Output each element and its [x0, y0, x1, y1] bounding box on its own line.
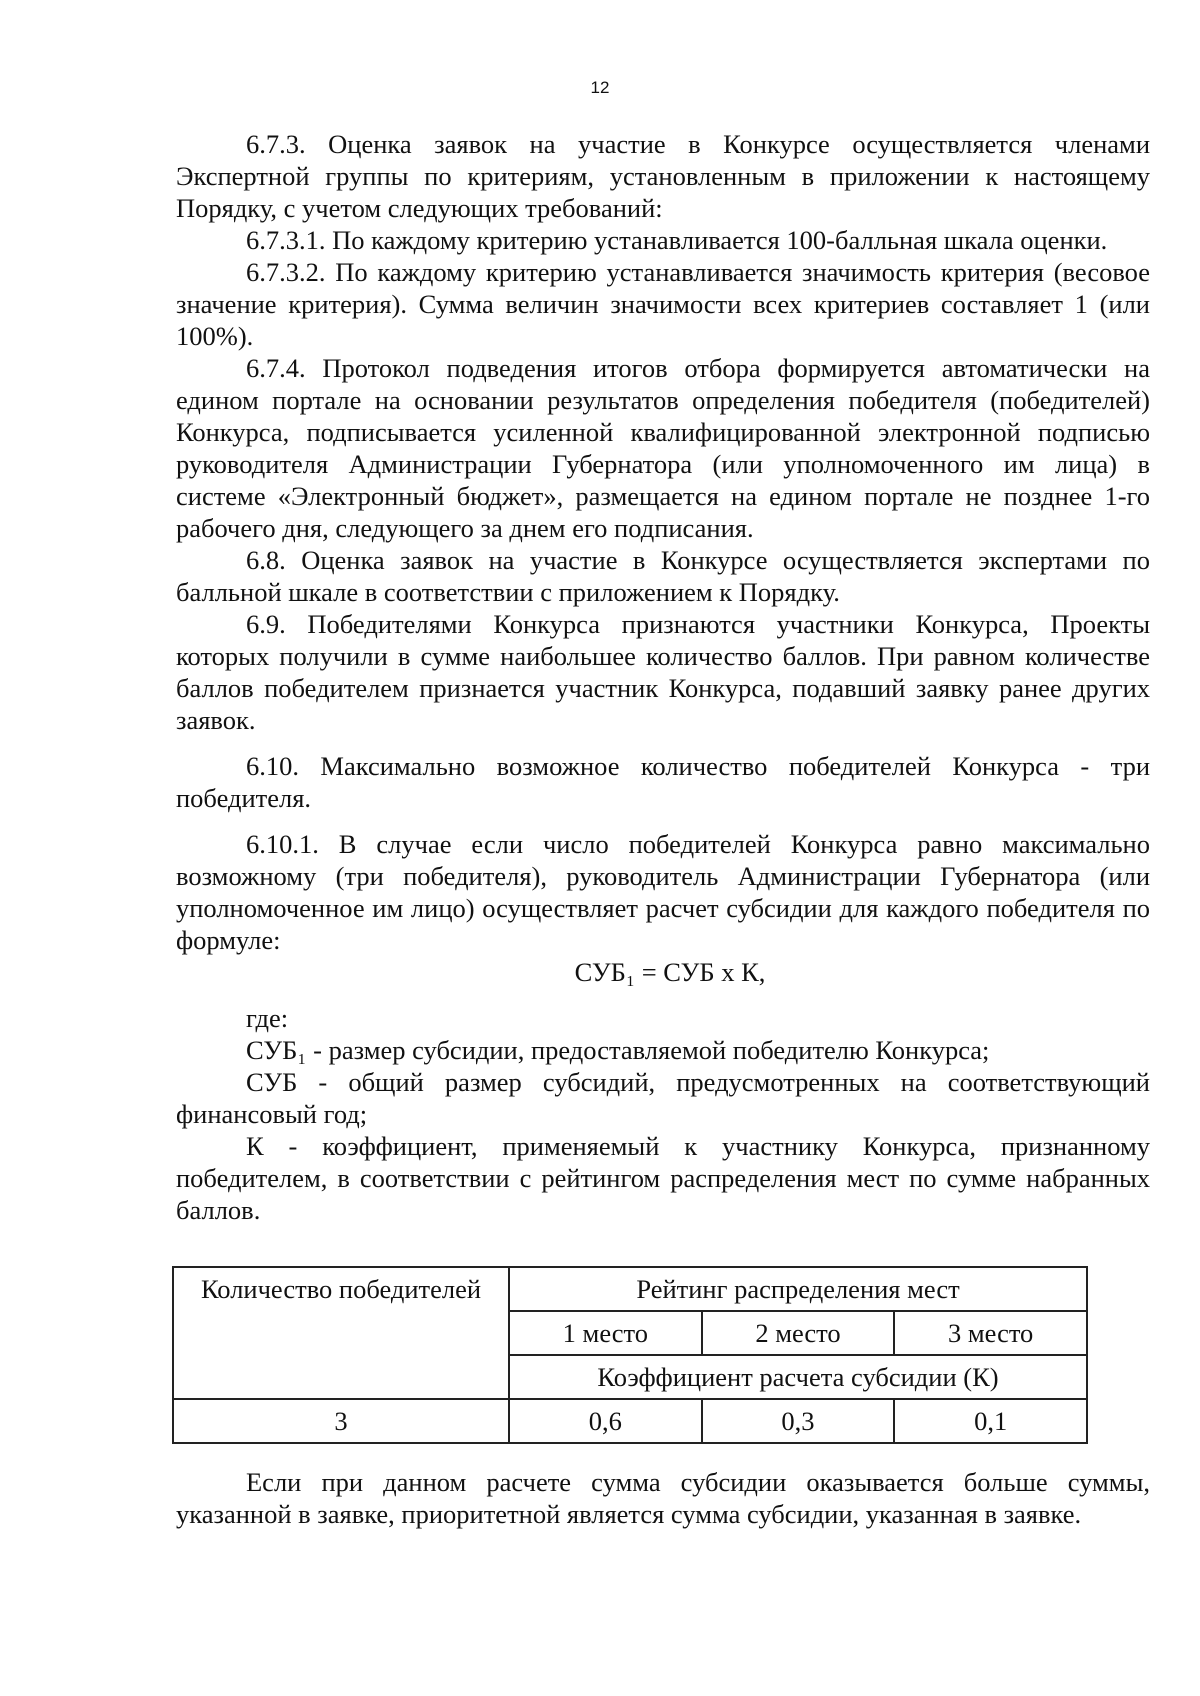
paragraph-6-7-3-2: 6.7.3.2. По каждому критерию устанавливается значимость критерия (весовое значение критерия). Сумма величин значимости всех критериев составляет 1 (или 100%). [176, 257, 1150, 351]
cell-coef-3: 0,1 [894, 1399, 1087, 1443]
table-row [173, 1399, 1087, 1443]
header-winners-count: Количество победителей [173, 1267, 509, 1399]
header-coefficient: Коэффициент расчета субсидии (К) [509, 1355, 1087, 1399]
definition-k: К - коэффициент, применяемый к участнику Конкурса, признанному победителем, в соответствии с рейтингом распределения мест по сумме набранных баллов. [176, 1131, 1150, 1225]
paragraph-6-10: 6.10. Максимально возможное количество победителей Конкурса - три победителя. [176, 751, 1150, 813]
formula-where: где: [246, 1003, 289, 1033]
coefficient-table-wrapper [172, 1266, 1150, 1444]
cell-coef-2: 0,3 [702, 1399, 895, 1443]
cell-winners: 3 [173, 1399, 509, 1443]
paragraph-6-9: 6.9. Победителями Конкурса признаются участники Конкурса, Проекты которых получили в сумме наибольшее количество баллов. При равном количестве баллов победителем признается участник Конкурса, подавший заявку ранее других заявок. [176, 609, 1150, 735]
header-place-2: 2 место [702, 1311, 895, 1355]
definition-sub1: СУБ₁ - размер субсидии, предоставляемой победителю Конкурса; [246, 1035, 990, 1065]
header-place-1: 1 место [509, 1311, 702, 1355]
table-header-row [173, 1267, 1087, 1311]
paragraph-final: Если при данном расчете сумма субсидии оказывается больше суммы, указанной в заявке, приоритетной является сумма субсидии, указанная в заявке. [176, 1467, 1150, 1529]
coefficient-table [172, 1266, 1088, 1444]
header-place-3: 3 место [894, 1311, 1087, 1355]
paragraph-6-10-1: 6.10.1. В случае если число победителей Конкурса равно максимально возможному (три победителя), руководитель Администрации Губернатора (или уполномоченное им лицо) осуществляет расчет субсидии для каждого победителя по формуле: [176, 829, 1150, 955]
paragraph-6-7-3: 6.7.3. Оценка заявок на участие в Конкурсе осуществляется членами Экспертной группы по критериям, установленным в приложении к настоящему Порядку, с учетом следующих требований: [176, 129, 1150, 223]
paragraph-6-7-4: 6.7.4. Протокол подведения итогов отбора формируется автоматически на едином портале на основании результатов определения победителя (победителей) Конкурса, подписывается усиленной квалифицированной электронной подписью руководителя Администрации Губернатора (или уполномоченного им лица) в системе «Электронный бюджет», размещается на едином портале не позднее 1-го рабочего дня, следующего за днем его подписания. [176, 353, 1150, 543]
paragraph-6-7-3-1: 6.7.3.1. По каждому критерию устанавливается 100-балльная шкала оценки. [246, 225, 1108, 255]
definition-sub: СУБ - общий размер субсидий, предусмотренных на соответствующий финансовый год; [176, 1067, 1150, 1129]
paragraph-6-8: 6.8. Оценка заявок на участие в Конкурсе осуществляется экспертами по балльной шкале в соответствии с приложением к Порядку. [176, 545, 1150, 607]
cell-coef-1: 0,6 [509, 1399, 702, 1443]
page-number: 12 [590, 78, 610, 97]
document-body [176, 128, 1150, 1530]
header-rating: Рейтинг распределения мест [509, 1267, 1087, 1311]
subsidy-formula: СУБ₁ = СУБ х К, [574, 957, 766, 987]
